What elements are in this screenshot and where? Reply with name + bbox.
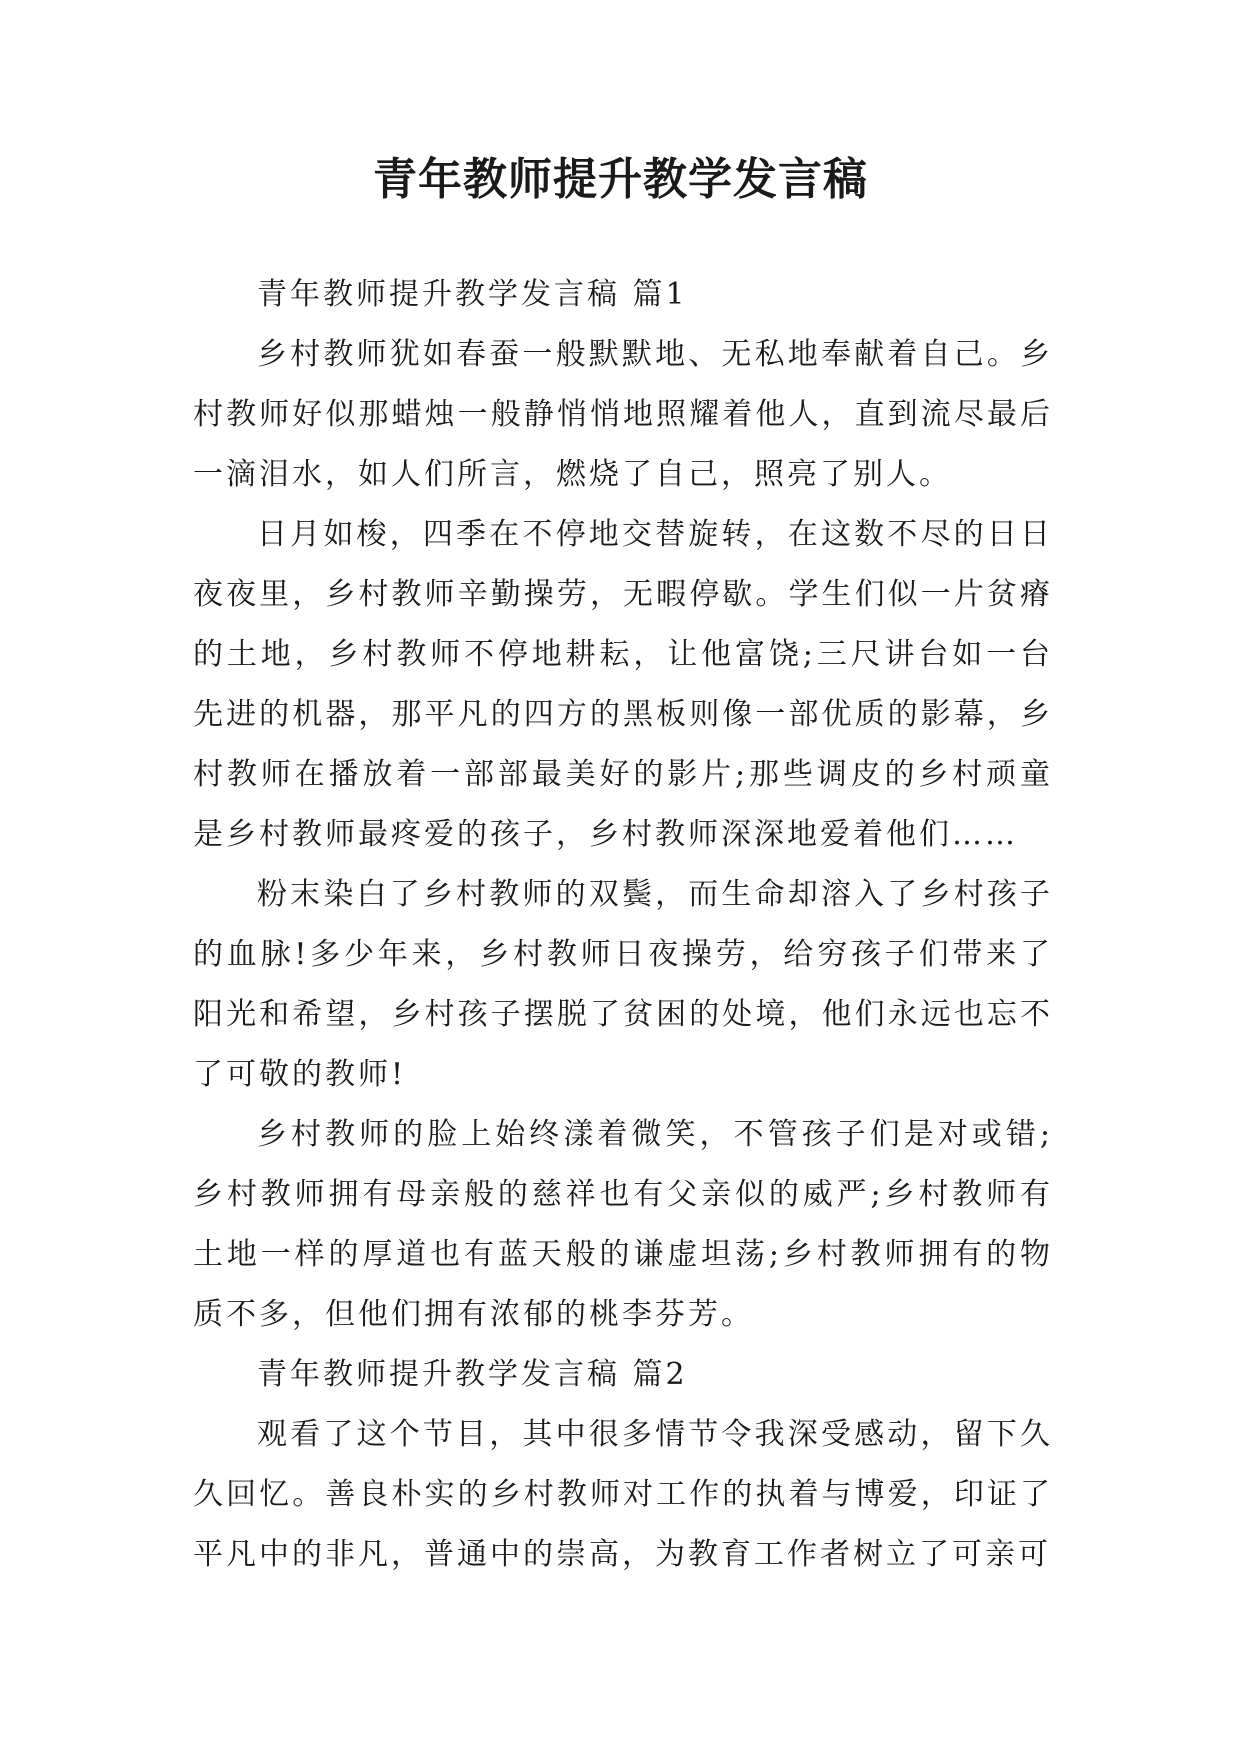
document-body (193, 265, 1053, 1585)
section-heading-1: 青年教师提升教学发言稿 篇1 (257, 277, 688, 312)
paragraph: 观看了这个节目，其中很多情节令我深受感动，留下久久回忆。善良朴实的乡村教师对工作的执着与博爱，印证了平凡中的非凡，普通中的崇高，为教育工作者树立了可亲可 (193, 1417, 1053, 1572)
paragraph: 日月如梭，四季在不停地交替旋转，在这数不尽的日日夜夜里，乡村教师辛勤操劳，无暇停歇。学生们似一片贫瘠的土地，乡村教师不停地耕耘，让他富饶;三尺讲台如一台先进的机器，那平凡的四方的黑板则像一部优质的影幕，乡村教师在播放着一部部最美好的影片;那些调皮的乡村顽童是乡村教师最疼爱的孩子，乡村教师深深地爱着他们…… (193, 517, 1053, 852)
paragraph: 乡村教师的脸上始终漾着微笑，不管孩子们是对或错;乡村教师拥有母亲般的慈祥也有父亲似的威严;乡村教师有土地一样的厚道也有蓝天般的谦虚坦荡;乡村教师拥有的物质不多，但他们拥有浓郁的桃李芬芳。 (193, 1117, 1053, 1332)
paragraph: 乡村教师犹如春蚕一般默默地、无私地奉献着自己。乡村教师好似那蜡烛一般静悄悄地照耀着他人，直到流尽最后一滴泪水，如人们所言，燃烧了自己，照亮了别人。 (193, 337, 1053, 492)
paragraph: 粉末染白了乡村教师的双鬓，而生命却溶入了乡村孩子的血脉!多少年来，乡村教师日夜操劳，给穷孩子们带来了阳光和希望，乡村孩子摆脱了贫困的处境，他们永远也忘不了可敬的教师! (193, 877, 1053, 1092)
section-heading-2: 青年教师提升教学发言稿 篇2 (257, 1357, 688, 1392)
document-title: 青年教师提升教学发言稿 (373, 154, 868, 205)
